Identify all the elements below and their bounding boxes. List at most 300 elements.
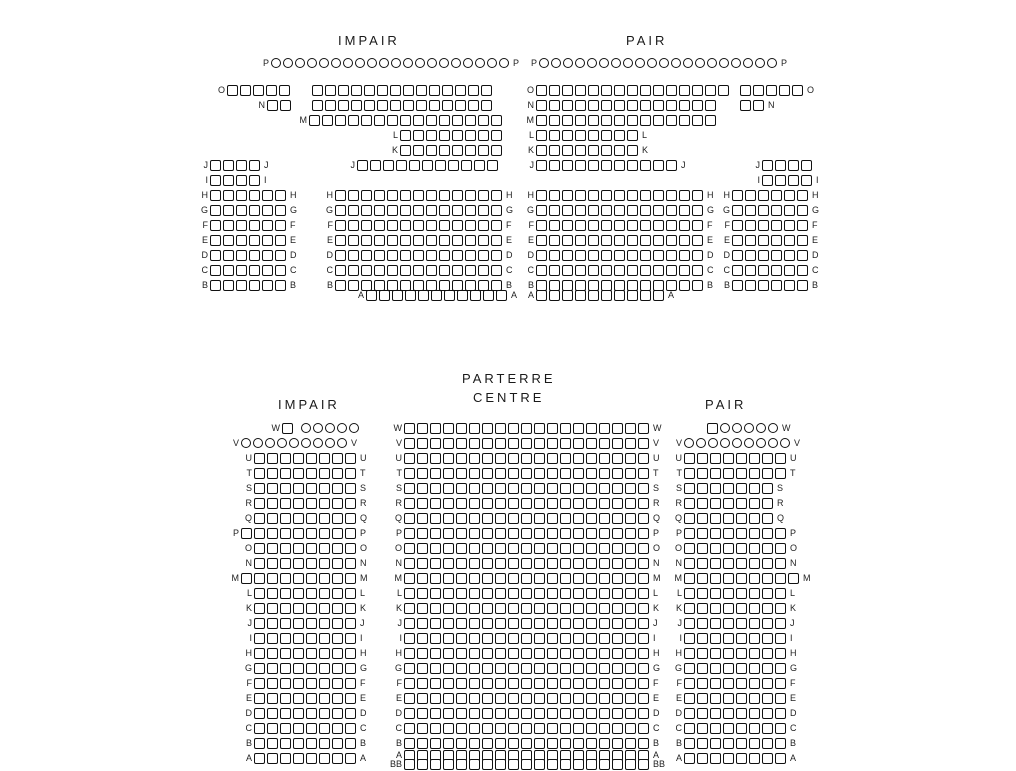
- seat[interactable]: [249, 220, 260, 231]
- seat[interactable]: [335, 115, 346, 126]
- seat[interactable]: [586, 483, 597, 494]
- seat[interactable]: [417, 483, 428, 494]
- seat[interactable]: [549, 265, 560, 276]
- seat[interactable]: [508, 708, 519, 719]
- seat[interactable]: [749, 513, 760, 524]
- seat[interactable]: [348, 205, 359, 216]
- seat[interactable]: [599, 468, 610, 479]
- seat[interactable]: [625, 573, 636, 584]
- seat[interactable]: [684, 738, 695, 749]
- seat[interactable]: [348, 250, 359, 261]
- seat[interactable]: [599, 723, 610, 734]
- seat[interactable]: [573, 468, 584, 479]
- seat[interactable]: [775, 175, 786, 186]
- seat[interactable]: [295, 58, 305, 68]
- seat[interactable]: [439, 250, 450, 261]
- seat[interactable]: [262, 280, 273, 291]
- seat[interactable]: [762, 678, 773, 689]
- seat[interactable]: [444, 290, 455, 301]
- seat[interactable]: [253, 85, 264, 96]
- seat[interactable]: [560, 678, 571, 689]
- seat[interactable]: [684, 513, 695, 524]
- seat[interactable]: [547, 618, 558, 629]
- seat[interactable]: [547, 543, 558, 554]
- seat[interactable]: [404, 498, 415, 509]
- seat[interactable]: [349, 423, 359, 433]
- seat[interactable]: [495, 438, 506, 449]
- seat[interactable]: [736, 498, 747, 509]
- seat[interactable]: [482, 708, 493, 719]
- seat[interactable]: [666, 220, 677, 231]
- seat[interactable]: [521, 663, 532, 674]
- seat[interactable]: [338, 85, 349, 96]
- seat[interactable]: [549, 290, 560, 301]
- seat[interactable]: [404, 678, 415, 689]
- seat[interactable]: [400, 235, 411, 246]
- seat[interactable]: [601, 220, 612, 231]
- seat[interactable]: [417, 633, 428, 644]
- seat[interactable]: [280, 483, 291, 494]
- seat[interactable]: [374, 265, 385, 276]
- seat[interactable]: [638, 648, 649, 659]
- seat[interactable]: [345, 453, 356, 464]
- seat[interactable]: [718, 85, 729, 96]
- seat[interactable]: [254, 738, 265, 749]
- seat[interactable]: [573, 438, 584, 449]
- seat[interactable]: [599, 648, 610, 659]
- seat[interactable]: [267, 513, 278, 524]
- seat[interactable]: [456, 468, 467, 479]
- seat[interactable]: [495, 759, 506, 770]
- seat[interactable]: [345, 678, 356, 689]
- seat[interactable]: [720, 438, 730, 448]
- seat[interactable]: [679, 250, 690, 261]
- seat[interactable]: [705, 115, 716, 126]
- seat[interactable]: [409, 160, 420, 171]
- seat[interactable]: [469, 678, 480, 689]
- seat[interactable]: [319, 678, 330, 689]
- seat[interactable]: [249, 250, 260, 261]
- seat[interactable]: [697, 498, 708, 509]
- seat[interactable]: [573, 528, 584, 539]
- seat[interactable]: [415, 58, 425, 68]
- seat[interactable]: [599, 513, 610, 524]
- seat[interactable]: [736, 693, 747, 704]
- seat[interactable]: [614, 235, 625, 246]
- seat[interactable]: [262, 205, 273, 216]
- seat[interactable]: [223, 250, 234, 261]
- seat[interactable]: [601, 130, 612, 141]
- seat[interactable]: [210, 250, 221, 261]
- seat[interactable]: [640, 250, 651, 261]
- seat[interactable]: [254, 573, 265, 584]
- seat[interactable]: [413, 130, 424, 141]
- seat[interactable]: [377, 85, 388, 96]
- seat[interactable]: [495, 558, 506, 569]
- seat[interactable]: [495, 723, 506, 734]
- seat[interactable]: [588, 160, 599, 171]
- seat[interactable]: [469, 618, 480, 629]
- seat[interactable]: [469, 528, 480, 539]
- seat[interactable]: [332, 693, 343, 704]
- seat[interactable]: [586, 588, 597, 599]
- seat[interactable]: [575, 130, 586, 141]
- seat[interactable]: [684, 573, 695, 584]
- seat[interactable]: [547, 513, 558, 524]
- seat[interactable]: [443, 759, 454, 770]
- seat[interactable]: [280, 498, 291, 509]
- seat[interactable]: [762, 498, 773, 509]
- seat[interactable]: [549, 190, 560, 201]
- seat[interactable]: [775, 618, 786, 629]
- seat[interactable]: [784, 205, 795, 216]
- seat[interactable]: [367, 58, 377, 68]
- seat[interactable]: [345, 558, 356, 569]
- seat[interactable]: [262, 250, 273, 261]
- seat[interactable]: [775, 633, 786, 644]
- seat[interactable]: [762, 528, 773, 539]
- seat[interactable]: [562, 190, 573, 201]
- seat[interactable]: [599, 498, 610, 509]
- seat[interactable]: [387, 235, 398, 246]
- seat[interactable]: [361, 205, 372, 216]
- seat[interactable]: [573, 693, 584, 704]
- seat[interactable]: [508, 468, 519, 479]
- seat[interactable]: [792, 85, 803, 96]
- seat[interactable]: [547, 468, 558, 479]
- seat[interactable]: [478, 205, 489, 216]
- seat[interactable]: [775, 663, 786, 674]
- seat[interactable]: [417, 468, 428, 479]
- seat[interactable]: [573, 558, 584, 569]
- seat[interactable]: [534, 759, 545, 770]
- seat[interactable]: [348, 190, 359, 201]
- seat[interactable]: [710, 693, 721, 704]
- seat[interactable]: [768, 438, 778, 448]
- seat[interactable]: [745, 265, 756, 276]
- seat[interactable]: [429, 100, 440, 111]
- seat[interactable]: [456, 618, 467, 629]
- seat[interactable]: [469, 663, 480, 674]
- seat[interactable]: [612, 738, 623, 749]
- seat[interactable]: [429, 85, 440, 96]
- seat[interactable]: [345, 513, 356, 524]
- seat[interactable]: [400, 115, 411, 126]
- seat[interactable]: [679, 280, 690, 291]
- seat[interactable]: [549, 100, 560, 111]
- seat[interactable]: [249, 205, 260, 216]
- seat[interactable]: [456, 648, 467, 659]
- seat[interactable]: [521, 648, 532, 659]
- seat[interactable]: [723, 543, 734, 554]
- seat[interactable]: [732, 190, 743, 201]
- seat[interactable]: [293, 573, 304, 584]
- seat[interactable]: [404, 528, 415, 539]
- seat[interactable]: [536, 85, 547, 96]
- seat[interactable]: [325, 438, 335, 448]
- seat[interactable]: [749, 663, 760, 674]
- seat[interactable]: [775, 648, 786, 659]
- seat[interactable]: [457, 290, 468, 301]
- seat[interactable]: [736, 558, 747, 569]
- seat[interactable]: [469, 498, 480, 509]
- seat[interactable]: [430, 528, 441, 539]
- seat[interactable]: [387, 205, 398, 216]
- seat[interactable]: [562, 265, 573, 276]
- seat[interactable]: [775, 573, 786, 584]
- seat[interactable]: [370, 160, 381, 171]
- seat[interactable]: [404, 483, 415, 494]
- seat[interactable]: [482, 573, 493, 584]
- seat[interactable]: [666, 265, 677, 276]
- seat[interactable]: [549, 220, 560, 231]
- seat[interactable]: [431, 290, 442, 301]
- seat[interactable]: [536, 265, 547, 276]
- seat[interactable]: [684, 633, 695, 644]
- seat[interactable]: [293, 543, 304, 554]
- seat[interactable]: [762, 633, 773, 644]
- seat[interactable]: [671, 58, 681, 68]
- seat[interactable]: [586, 678, 597, 689]
- seat[interactable]: [684, 528, 695, 539]
- seat[interactable]: [210, 280, 221, 291]
- seat[interactable]: [210, 220, 221, 231]
- seat[interactable]: [612, 723, 623, 734]
- seat[interactable]: [588, 220, 599, 231]
- seat[interactable]: [736, 543, 747, 554]
- seat[interactable]: [254, 723, 265, 734]
- seat[interactable]: [547, 648, 558, 659]
- seat[interactable]: [306, 648, 317, 659]
- seat[interactable]: [762, 618, 773, 629]
- seat[interactable]: [482, 498, 493, 509]
- seat[interactable]: [684, 588, 695, 599]
- seat[interactable]: [404, 648, 415, 659]
- seat[interactable]: [387, 190, 398, 201]
- seat[interactable]: [452, 220, 463, 231]
- seat[interactable]: [797, 265, 808, 276]
- seat[interactable]: [417, 453, 428, 464]
- seat[interactable]: [614, 160, 625, 171]
- seat[interactable]: [293, 663, 304, 674]
- seat[interactable]: [588, 115, 599, 126]
- seat[interactable]: [355, 58, 365, 68]
- seat[interactable]: [495, 693, 506, 704]
- seat[interactable]: [345, 633, 356, 644]
- seat[interactable]: [319, 558, 330, 569]
- seat[interactable]: [599, 738, 610, 749]
- seat[interactable]: [692, 190, 703, 201]
- seat[interactable]: [439, 235, 450, 246]
- seat[interactable]: [684, 663, 695, 674]
- seat[interactable]: [707, 423, 718, 434]
- seat[interactable]: [495, 633, 506, 644]
- seat[interactable]: [762, 648, 773, 659]
- seat[interactable]: [599, 663, 610, 674]
- seat[interactable]: [638, 588, 649, 599]
- seat[interactable]: [697, 693, 708, 704]
- seat[interactable]: [443, 573, 454, 584]
- seat[interactable]: [586, 438, 597, 449]
- seat[interactable]: [784, 280, 795, 291]
- seat[interactable]: [481, 85, 492, 96]
- seat[interactable]: [332, 468, 343, 479]
- seat[interactable]: [267, 648, 278, 659]
- seat[interactable]: [749, 738, 760, 749]
- seat[interactable]: [684, 723, 695, 734]
- seat[interactable]: [707, 58, 717, 68]
- seat[interactable]: [684, 603, 695, 614]
- seat[interactable]: [306, 498, 317, 509]
- seat[interactable]: [241, 528, 252, 539]
- seat[interactable]: [638, 738, 649, 749]
- seat[interactable]: [223, 265, 234, 276]
- seat[interactable]: [534, 543, 545, 554]
- seat[interactable]: [475, 58, 485, 68]
- seat[interactable]: [469, 603, 480, 614]
- seat[interactable]: [430, 693, 441, 704]
- seat[interactable]: [710, 468, 721, 479]
- seat[interactable]: [586, 513, 597, 524]
- seat[interactable]: [267, 693, 278, 704]
- seat[interactable]: [679, 115, 690, 126]
- seat[interactable]: [684, 483, 695, 494]
- seat[interactable]: [599, 453, 610, 464]
- seat[interactable]: [560, 618, 571, 629]
- seat[interactable]: [254, 663, 265, 674]
- seat[interactable]: [465, 265, 476, 276]
- seat[interactable]: [684, 438, 694, 448]
- seat[interactable]: [345, 738, 356, 749]
- seat[interactable]: [210, 265, 221, 276]
- seat[interactable]: [762, 543, 773, 554]
- seat[interactable]: [430, 588, 441, 599]
- seat[interactable]: [456, 738, 467, 749]
- seat[interactable]: [612, 498, 623, 509]
- seat[interactable]: [638, 759, 649, 770]
- seat[interactable]: [560, 438, 571, 449]
- seat[interactable]: [749, 648, 760, 659]
- seat[interactable]: [521, 618, 532, 629]
- seat[interactable]: [755, 58, 765, 68]
- seat[interactable]: [236, 190, 247, 201]
- seat[interactable]: [659, 58, 669, 68]
- seat[interactable]: [469, 648, 480, 659]
- seat[interactable]: [452, 115, 463, 126]
- seat[interactable]: [306, 693, 317, 704]
- seat[interactable]: [640, 160, 651, 171]
- seat[interactable]: [430, 663, 441, 674]
- seat[interactable]: [351, 85, 362, 96]
- seat[interactable]: [586, 618, 597, 629]
- seat[interactable]: [275, 250, 286, 261]
- seat[interactable]: [762, 603, 773, 614]
- seat[interactable]: [536, 235, 547, 246]
- seat[interactable]: [640, 115, 651, 126]
- seat[interactable]: [599, 438, 610, 449]
- seat[interactable]: [345, 498, 356, 509]
- seat[interactable]: [638, 618, 649, 629]
- seat[interactable]: [775, 588, 786, 599]
- seat[interactable]: [223, 175, 234, 186]
- seat[interactable]: [679, 190, 690, 201]
- seat[interactable]: [236, 235, 247, 246]
- seat[interactable]: [732, 423, 742, 433]
- seat[interactable]: [293, 513, 304, 524]
- seat[interactable]: [534, 588, 545, 599]
- seat[interactable]: [625, 603, 636, 614]
- seat[interactable]: [332, 528, 343, 539]
- seat[interactable]: [521, 693, 532, 704]
- seat[interactable]: [534, 423, 545, 434]
- seat[interactable]: [306, 618, 317, 629]
- seat[interactable]: [697, 558, 708, 569]
- seat[interactable]: [775, 603, 786, 614]
- seat[interactable]: [736, 453, 747, 464]
- seat[interactable]: [332, 723, 343, 734]
- seat[interactable]: [536, 220, 547, 231]
- seat[interactable]: [443, 723, 454, 734]
- seat[interactable]: [666, 85, 677, 96]
- seat[interactable]: [679, 265, 690, 276]
- seat[interactable]: [469, 438, 480, 449]
- seat[interactable]: [599, 558, 610, 569]
- seat[interactable]: [404, 738, 415, 749]
- seat[interactable]: [573, 603, 584, 614]
- seat[interactable]: [430, 453, 441, 464]
- seat[interactable]: [573, 708, 584, 719]
- seat[interactable]: [771, 265, 782, 276]
- seat[interactable]: [547, 528, 558, 539]
- seat[interactable]: [723, 483, 734, 494]
- seat[interactable]: [563, 58, 573, 68]
- seat[interactable]: [762, 160, 773, 171]
- seat[interactable]: [599, 543, 610, 554]
- seat[interactable]: [679, 85, 690, 96]
- seat[interactable]: [469, 543, 480, 554]
- seat[interactable]: [575, 85, 586, 96]
- seat[interactable]: [710, 663, 721, 674]
- seat[interactable]: [443, 603, 454, 614]
- seat[interactable]: [767, 58, 777, 68]
- seat[interactable]: [697, 738, 708, 749]
- seat[interactable]: [280, 618, 291, 629]
- seat[interactable]: [495, 543, 506, 554]
- seat[interactable]: [249, 175, 260, 186]
- seat[interactable]: [210, 160, 221, 171]
- seat[interactable]: [775, 453, 786, 464]
- seat[interactable]: [469, 423, 480, 434]
- seat[interactable]: [404, 759, 415, 770]
- seat[interactable]: [452, 250, 463, 261]
- seat[interactable]: [249, 265, 260, 276]
- seat[interactable]: [417, 708, 428, 719]
- seat[interactable]: [684, 498, 695, 509]
- seat[interactable]: [508, 738, 519, 749]
- seat[interactable]: [562, 145, 573, 156]
- seat[interactable]: [536, 145, 547, 156]
- seat[interactable]: [560, 468, 571, 479]
- seat[interactable]: [267, 528, 278, 539]
- seat[interactable]: [573, 423, 584, 434]
- seat[interactable]: [478, 190, 489, 201]
- seat[interactable]: [416, 100, 427, 111]
- seat[interactable]: [456, 453, 467, 464]
- seat[interactable]: [495, 513, 506, 524]
- seat[interactable]: [625, 543, 636, 554]
- seat[interactable]: [679, 100, 690, 111]
- seat[interactable]: [313, 423, 323, 433]
